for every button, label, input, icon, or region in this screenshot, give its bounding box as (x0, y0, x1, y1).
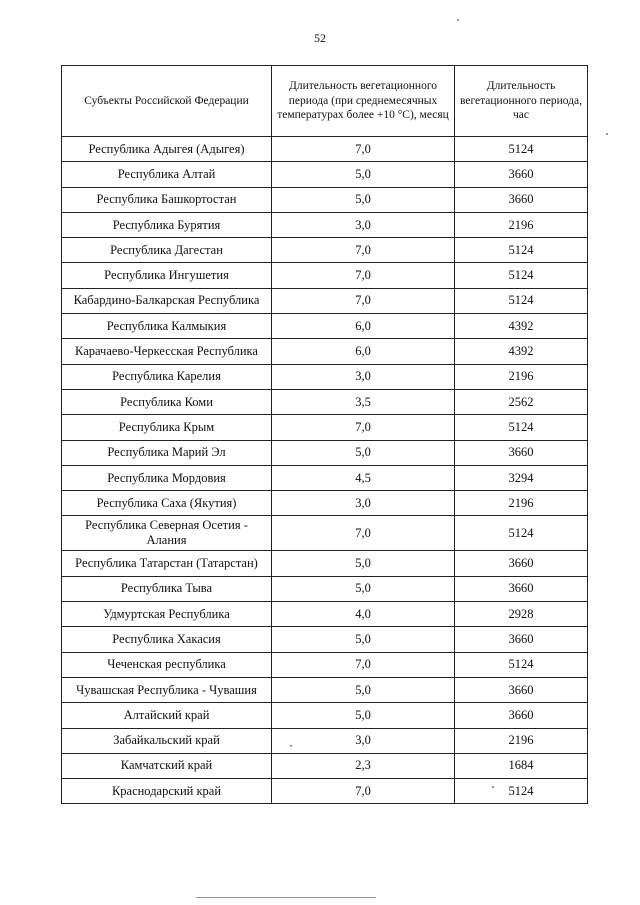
cell-subject: Республика Хакасия (62, 627, 272, 652)
table-row (62, 212, 588, 237)
table-row (62, 516, 588, 551)
table-row (62, 703, 588, 728)
cell-duration-hours: 5124 (455, 652, 588, 677)
cell-duration-months: 7,0 (272, 516, 455, 551)
table-row (62, 491, 588, 516)
cell-subject: Республика Татарстан (Татарстан) (62, 551, 272, 576)
cell-subject: Республика Северная Осетия - Алания (62, 516, 272, 551)
table-row (62, 263, 588, 288)
table-row (62, 314, 588, 339)
cell-duration-months: 5,0 (272, 187, 455, 212)
cell-subject: Республика Бурятия (62, 212, 272, 237)
cell-duration-months: 5,0 (272, 703, 455, 728)
cell-duration-months: 5,0 (272, 551, 455, 576)
cell-duration-months: 5,0 (272, 440, 455, 465)
table-row (62, 415, 588, 440)
table-row (62, 779, 588, 804)
scan-speck (457, 19, 459, 21)
scan-line (196, 897, 376, 898)
cell-duration-hours: 5124 (455, 779, 588, 804)
cell-subject: Алтайский край (62, 703, 272, 728)
cell-subject: Забайкальский край (62, 728, 272, 753)
cell-subject: Республика Адыгея (Адыгея) (62, 137, 272, 162)
cell-duration-months: 7,0 (272, 288, 455, 313)
table-row (62, 339, 588, 364)
cell-duration-hours: 3294 (455, 465, 588, 490)
table-header-row (62, 66, 588, 137)
cell-duration-months: 5,0 (272, 162, 455, 187)
cell-duration-months: 3,5 (272, 389, 455, 414)
cell-duration-hours: 2196 (455, 728, 588, 753)
cell-duration-hours: 3660 (455, 551, 588, 576)
cell-duration-months: 3,0 (272, 364, 455, 389)
header-duration-hours: Длительность вегетационного периода, час (455, 66, 588, 137)
table-row (62, 728, 588, 753)
cell-duration-hours: 5124 (455, 288, 588, 313)
cell-duration-months: 3,0 (272, 212, 455, 237)
cell-duration-months: 6,0 (272, 339, 455, 364)
cell-subject: Удмуртская Республика (62, 602, 272, 627)
cell-duration-months: 7,0 (272, 415, 455, 440)
cell-duration-months: 3,0 (272, 728, 455, 753)
cell-subject: Республика Крым (62, 415, 272, 440)
table-row (62, 440, 588, 465)
cell-duration-hours: 3660 (455, 677, 588, 702)
table-row (62, 162, 588, 187)
cell-duration-months: 4,5 (272, 465, 455, 490)
cell-duration-months: 7,0 (272, 137, 455, 162)
cell-duration-hours: 3660 (455, 627, 588, 652)
table-row (62, 627, 588, 652)
cell-duration-hours: 5124 (455, 238, 588, 263)
cell-subject: Чувашская Республика - Чувашия (62, 677, 272, 702)
cell-duration-months: 7,0 (272, 238, 455, 263)
cell-subject: Краснодарский край (62, 779, 272, 804)
cell-duration-months: 5,0 (272, 677, 455, 702)
cell-duration-months: 6,0 (272, 314, 455, 339)
cell-duration-hours: 5124 (455, 137, 588, 162)
cell-subject: Республика Ингушетия (62, 263, 272, 288)
table-row (62, 551, 588, 576)
cell-duration-hours: 2928 (455, 602, 588, 627)
cell-duration-hours: 4392 (455, 339, 588, 364)
cell-duration-months: 5,0 (272, 627, 455, 652)
table-row (62, 753, 588, 778)
cell-duration-hours: 2196 (455, 364, 588, 389)
cell-subject: Кабардино-Балкарская Республика (62, 288, 272, 313)
table-row (62, 238, 588, 263)
cell-duration-months: 7,0 (272, 779, 455, 804)
cell-subject: Республика Дагестан (62, 238, 272, 263)
header-duration-months: Длительность вегетационного периода (при среднемесячных температурах более +10 °С), месяц (272, 66, 455, 137)
cell-duration-hours: 3660 (455, 187, 588, 212)
cell-subject: Республика Калмыкия (62, 314, 272, 339)
cell-duration-hours: 1684 (455, 753, 588, 778)
cell-duration-hours: 2196 (455, 212, 588, 237)
table-row (62, 364, 588, 389)
table-row (62, 602, 588, 627)
cell-subject: Республика Алтай (62, 162, 272, 187)
cell-duration-hours: 3660 (455, 576, 588, 601)
cell-subject: Республика Мордовия (62, 465, 272, 490)
cell-duration-hours: 2196 (455, 491, 588, 516)
cell-duration-hours: 5124 (455, 415, 588, 440)
cell-subject: Республика Саха (Якутия) (62, 491, 272, 516)
scan-speck (606, 133, 608, 135)
header-subjects: Субъекты Российской Федерации (62, 66, 272, 137)
table-body (62, 137, 588, 804)
cell-duration-hours: 3660 (455, 162, 588, 187)
table-row (62, 677, 588, 702)
cell-subject: Камчатский край (62, 753, 272, 778)
cell-subject: Чеченская республика (62, 652, 272, 677)
scan-speck (290, 745, 292, 747)
table-row (62, 288, 588, 313)
cell-subject: Республика Карелия (62, 364, 272, 389)
vegetation-period-table (61, 65, 588, 804)
cell-duration-hours: 3660 (455, 703, 588, 728)
cell-subject: Республика Коми (62, 389, 272, 414)
table-row (62, 652, 588, 677)
cell-subject: Республика Тыва (62, 576, 272, 601)
table-row (62, 187, 588, 212)
page-number: 52 (314, 31, 326, 45)
cell-duration-months: 2,3 (272, 753, 455, 778)
table-row (62, 389, 588, 414)
cell-subject: Республика Башкортостан (62, 187, 272, 212)
table-row (62, 465, 588, 490)
table-row (62, 137, 588, 162)
scan-speck (492, 786, 494, 788)
cell-subject: Республика Марий Эл (62, 440, 272, 465)
cell-duration-hours: 4392 (455, 314, 588, 339)
cell-duration-months: 7,0 (272, 652, 455, 677)
cell-duration-hours: 2562 (455, 389, 588, 414)
cell-duration-hours: 5124 (455, 516, 588, 551)
cell-duration-hours: 5124 (455, 263, 588, 288)
cell-duration-months: 7,0 (272, 263, 455, 288)
table-row (62, 576, 588, 601)
cell-duration-months: 3,0 (272, 491, 455, 516)
cell-duration-hours: 3660 (455, 440, 588, 465)
cell-duration-months: 5,0 (272, 576, 455, 601)
cell-subject: Карачаево-Черкесская Республика (62, 339, 272, 364)
cell-duration-months: 4,0 (272, 602, 455, 627)
